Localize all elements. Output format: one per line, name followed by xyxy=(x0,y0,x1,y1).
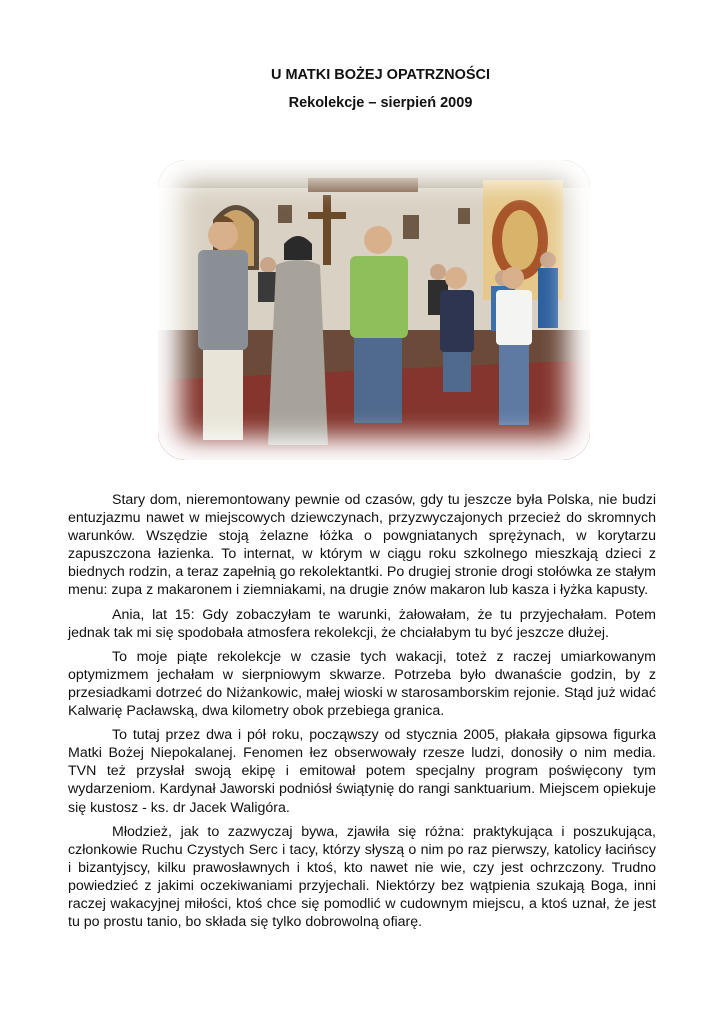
photo-illustration xyxy=(158,160,590,460)
paragraph: Stary dom, nieremontowany pewnie od czasów, gdy tu jeszcze była Polska, nie budzi entuzjazmu nawet w miejscowych dziewczynach, przyzwyczajonych przecież do skromnych warunków. Wszędzie stoją żelazne łóżka o powgniatanych sprężynach, w korytarzu zapuszczona łazienka. To internat, w którym w ciągu roku szkolnego mieszkają dzieci z biednych rodzin, a teraz zapełnią go rekolektantki. Po drugiej stronie drogi stołówka ze stałym menu: zupa z makaronem i ziemniakami, na drugie znów makaron lub kasza i łyżka kapusty. xyxy=(68,492,656,599)
page-subtitle: Rekolekcje – sierpień 2009 xyxy=(288,95,473,111)
article-body xyxy=(68,491,656,937)
paragraph: Ania, lat 15: Gdy zobaczyłam te warunki, żałowałam, że tu przyjechałam. Potem jednak tak mi się spodobała atmosfera rekolekcji, że chciałabym tu być jeszcze dłużej. xyxy=(68,606,656,641)
retreat-photo xyxy=(158,160,590,460)
page-title: U MATKI BOŻEJ OPATRZNOŚCI xyxy=(270,67,491,83)
paragraph: Młodzież, jak to zazwyczaj bywa, zjawiła się różna: praktykująca i poszukująca, członkowie Ruchu Czystych Serc i tacy, którzy słyszą o nim po raz pierwszy, katolicy łacińscy i bizantyjscy, kilku prawosławnych i ktoś, kto nawet nie wie, czy jest ochrzczony. Trudno powiedzieć z jakimi oczekiwaniami przyjechali. Niektórzy bez wątpienia szukają Boga, inni raczej wakacyjnej miłości, ktoś chce się pomodlić w cudownym miejscu, a ktoś uznał, że jest tu po prostu tanio, bo składa się tylko dobrowolną ofiarę. xyxy=(68,823,656,931)
paragraph: To tutaj przez dwa i pół roku, począwszy od stycznia 2005, płakała gipsowa figurka Matki Bożej Niepokalanej. Fenomen łez obserwowały rzesze ludzi, donosiły o nim media. TVN też przysłał swoją ekipę i emitował potem specjalny program poświęcony tym wydarzeniom. Kardynał Jaworski podniósł świątynię do rangi sanktuarium. Miejscem opiekuje się kustosz - ks. dr Jacek Waligóra. xyxy=(68,727,656,816)
paragraph: To moje piąte rekolekcje w czasie tych wakacji, toteż z raczej umiarkowanym optymizmem jechałam w sierpniowym skwarze. Potrzeba było dwanaście godzin, by z przesiadkami dotrzeć do Niżankowic, małej wioski w starosamborskim rejonie. Stąd już widać Kalwarię Pacławską, dwa kilometry obok przebiega granica. xyxy=(68,648,656,720)
